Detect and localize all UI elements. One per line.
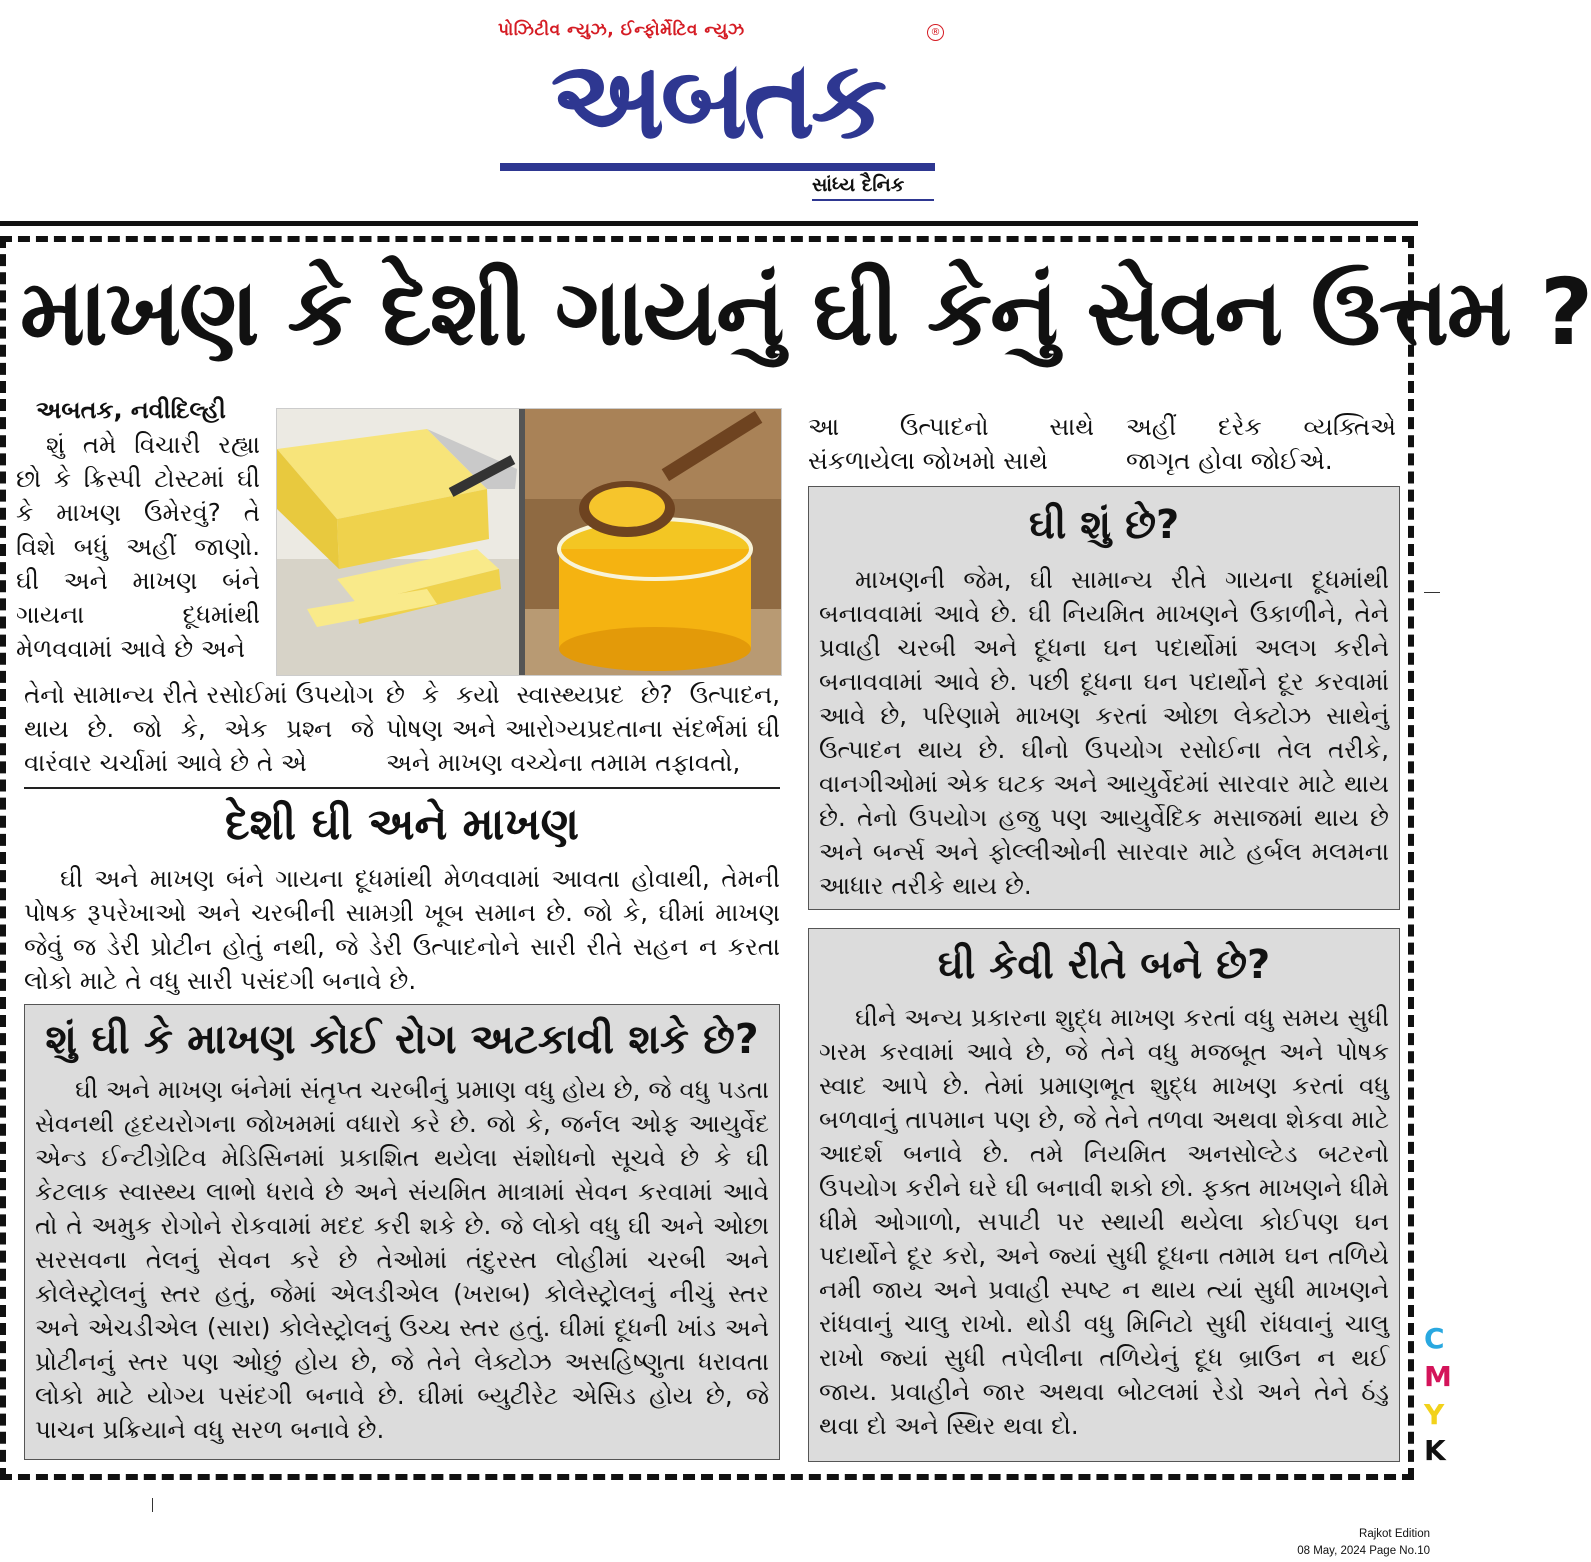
edition-date-page: 08 May, 2024 Page No.10 (1297, 1545, 1430, 1557)
box-how-text: ઘીને અન્ય પ્રકારના શુદ્ધ માખણ કરતાં વધુ સમય સુધી ગરમ કરવામાં આવે છે, જે તેને વધુ મજબૂત અને પોષક સ્વાદ આપે છે. તેમાં પ્રમાણભૂત શુદ્ધ માખણ કરતાં વધુ બળવાનું તાપમાન પણ છે, જે તેને તળવા અથવા શેકવા માટે આદર્શ બનાવે છે. તમે નિયમિત અનસોલ્ટેડ બટરનો ઉપયોગ કરીને ઘરે ઘી બનાવી શકો છો. ફક્ત માખણને ધીમે ધીમે ઓગાળો, સપાટી પર સ્થાયી થયેલા કોઈપણ ઘન પદાર્થોને દૂર કરો, અને જ્યાં સુધી દૂધના તમામ ઘન તળિયે નમી જાય અને પ્રવાહી સ્પષ્ટ ન થાય ત્યાં સુધી માખણને રાંધવાનું ચાલુ રાખો. થોડી વધુ મિનિટો સુધી રાંધવાનું ચાલુ રાખો જ્યાં સુધી તપેલીના તળિયેનું દૂધ બ્રાઉન ન થઈ જાય. પ્રવાહીને જાર અથવા બોટલમાં રેડો અને તેને ઠંડુ થવા દો અને સ્થિર થવા દો. (819, 1003, 1389, 1440)
print-mark-magenta: M (1424, 1360, 1452, 1393)
box-body-how-ghee-made (809, 1001, 1399, 1443)
masthead-rule (0, 221, 1418, 226)
box-heading-how-ghee-made: ઘી કેવી રીતે બને છે? (937, 942, 1271, 988)
section-divider (24, 787, 780, 789)
box-body-disease (25, 1073, 779, 1447)
logo-underline (500, 163, 935, 171)
butter-and-ghee-illustration (277, 409, 781, 675)
intro-paragraph-start (16, 428, 260, 666)
registered-mark: ® (927, 24, 944, 41)
desi-body-text: ઘી અને માખણ બંને ગાયના દૂધમાંથી મેળવવામાં આવતા હોવાથી, તેમની પોષક રૂપરેખાઓ અને ચરબીની સામગ્રી ખૂબ સમાન છે. જો કે, ઘીમાં માખણ જેવું જ ડેરી પ્રોટીન હોતું નથી, જે ડેરી ઉત્પાદનોને સારી રીતે સહન ન કરતા લોકો માટે તે વધુ સારી પસંદગી બનાવે છે. (24, 864, 780, 995)
article-headline: માખણ કે દેશી ગાયનું ઘી કેનું સેવન ઉત્તમ ? (20, 259, 1591, 366)
intro-paragraph-right-2: અહીં દરેક વ્યક્તિએ જાગૃત હોવા જોઈએ. (1126, 412, 1396, 475)
intro-paragraph-right-1: આ ઉત્પાદનો સાથે સંકળાયેલા જોખમો સાથે (808, 412, 1094, 475)
section-heading-desi-ghee: દેશી ઘી અને માખણ (225, 799, 579, 850)
box-what-text: માખણની જેમ, ઘી સામાન્ય રીતે ગાયના દૂધમાંથી બનાવવામાં આવે છે. ઘી નિયમિત માખણને ઉકાળીને, તેને પ્રવાહી ચરબી અને દૂધના ઘન પદાર્થોમાં અલગ કરીને બનાવવામાં આવે છે. પછી દૂધના ઘન પદાર્થોને દૂર કરવામાં આવે છે, પરિણામે માખણ કરતાં ઓછા લેક્ટોઝ સાથેનું ઉત્પાદન થાય છે. ઘીનો ઉપયોગ રસોઈના તેલ તરીકે, વાનગીઓમાં એક ઘટક અને આયુર્વેદમાં સારવાર માટે થાય છે. તેનો ઉપયોગ હજુ પણ આયુર્વેદિક મસાજમાં થાય છે અને બર્ન્સ અને ફોલ્લીઓની સારવાર માટે હર્બલ મલમના આધાર તરીકે થાય છે. (819, 565, 1389, 900)
edition-info (1297, 1526, 1430, 1560)
sidebar-box-how-ghee-made (808, 928, 1400, 1462)
sidebar-box-what-is-ghee (808, 486, 1400, 910)
newspaper-logo: અબતક (550, 38, 884, 163)
logo-subtitle: સાંધ્ય દૈનિક (812, 174, 905, 196)
tagline: પોઝિટીવ ન્યુઝ, ઈન્ફોર્મેટિવ ન્યુઝ (498, 20, 745, 40)
intro-paragraph-cont-1: તેનો સામાન્ય રીતે રસોઈમાં ઉપયોગ થાય છે. જો કે, એક પ્રશ્ન જે વારંવાર ચર્ચામાં આવે છે તે એ (24, 680, 374, 777)
butter-ghee-photo (276, 408, 782, 676)
intro-left-text: શું તમે વિચારી રહ્યા છો કે ક્રિસ્પી ટોસ્ટમાં ઘી કે માખણ ઉમેરવું? તે વિશે બધું અહીં જાણો. ઘી અને માખણ બંને ગાયના દૂધમાંથી મેળવવામાં આવે છે અને (16, 430, 260, 663)
box-heading-what-is-ghee: ઘી શું છે? (1028, 502, 1180, 548)
print-mark-black: K (1424, 1434, 1446, 1467)
intro-paragraph-cont-2: છે કે કયો સ્વાસ્થ્યપ્રદ છે? ઉત્પાદન, પોષણ અને આરોગ્યપ્રદતાના સંદર્ભમાં ઘી અને માખણ વચ્ચેના તમામ તફાવતો, (386, 680, 780, 777)
print-mark-yellow: Y (1424, 1398, 1445, 1431)
print-mark-cyan: C (1424, 1322, 1445, 1355)
section-body-desi-ghee (24, 862, 780, 998)
masthead (0, 0, 1440, 220)
box-body-what-is-ghee (809, 563, 1399, 903)
byline: અબતક, નવીદિલ્હી (36, 396, 226, 424)
crop-mark-bottom (152, 1498, 153, 1512)
sidebar-box-disease (24, 1004, 780, 1460)
logo-subtitle-underline (812, 199, 934, 201)
edition-name: Rajkot Edition (1359, 1528, 1430, 1540)
crop-mark (1424, 592, 1440, 593)
box-heading-disease: શું ઘી કે માખણ કોઈ રોગ અટકાવી શકે છે? (45, 1015, 759, 1063)
box-disease-text: ઘી અને માખણ બંનેમાં સંતૃપ્ત ચરબીનું પ્રમાણ વધુ હોય છે, જે વધુ પડતા સેવનથી હૃદયરોગના જોખમમાં વધારો કરે છે. જો કે, જર્નલ ઓફ આયુર્વેદ એન્ડ ઈન્ટીગ્રેટિવ મેડિસિનમાં પ્રકાશિત થયેલા સંશોધનો સૂચવે છે કે ઘી કેટલાક સ્વાસ્થ્ય લાભો ધરાવે છે અને સંયમિત માત્રામાં સેવન કરવામાં આવે તો તે અમુક રોગોને રોકવામાં મદદ કરી શકે છે. જે લોકો વધુ ઘી અને ઓછા સરસવના તેલનું સેવન કરે છે તેઓમાં તંદુરસ્ત લોહીમાં ચરબી અને કોલેસ્ટ્રોલનું સ્તર હતું, જેમાં એલડીએલ (ખરાબ) કોલેસ્ટ્રોલનું નીચું સ્તર અને એચડીએલ (સારા) કોલેસ્ટ્રોલનું ઉચ્ચ સ્તર હતું. ઘીમાં દૂધની ખાંડ અને પ્રોટીનનું સ્તર પણ ઓછું હોય છે, જે તેને લેક્ટોઝ અસહિષ્ણુતા ધરાવતા લોકો માટે યોગ્ય પસંદગી બનાવે છે. ઘીમાં બ્યુટીરેટ એસિડ હોય છે, જે પાચન પ્રક્રિયાને વધુ સરળ બનાવે છે. (35, 1075, 769, 1444)
